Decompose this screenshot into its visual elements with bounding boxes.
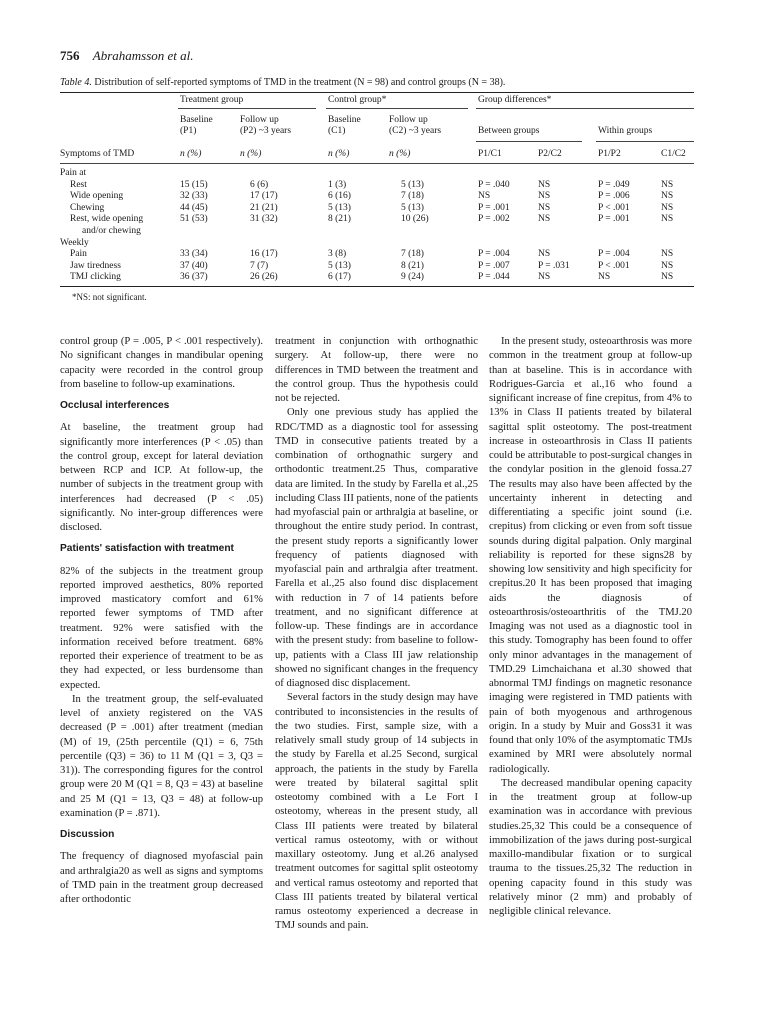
table-cell: NS [538, 191, 551, 202]
paragraph: Several factors in the study design may have contributed to inconsistencies in the results of the two studies. First, sample size, with a relatively small study group of 14 subjects in the study by Farella et al.25 Second, surgical approach, the patients in the study by Farella were treated by bilateral sagittal split osteotomy combined with a Le Fort I osteotomy, whereas in the present study, all Class III patients were treated by bilateral vertical ramus osteotomy, with or without maxillary osteotomy. Jung et al.26 analysed treatment outcomes for sagittal split osteotomy and vertical ramus osteotomy and reported that Class III patients treated by bilateral vertical ramus osteotomy experienced a decrease in TMJ sounds and pain. [275, 692, 478, 932]
table-cell: P < .001 [598, 260, 630, 271]
sub-header-between: Between groups [478, 126, 540, 136]
sub-header-within: Within groups [598, 126, 653, 136]
paragraph: At baseline, the treatment group had significantly more interferences (P < .05) than the control group, except for lateral deviation between RCP and ICP. At follow-up, the number of subjects in the treatment group with interferences had decreased (P < .05) significantly. No inter-group differences were disclosed. [60, 422, 263, 533]
table-cell: NS [538, 214, 551, 225]
table-cell: 32 (33) [180, 191, 208, 202]
table-cell: 16 (17) [250, 249, 278, 260]
row-label: Rest, wide opening [70, 214, 144, 225]
paragraph: The frequency of diagnosed myofascial pain and arthralgia20 as well as signs and symptoms of TMD pain in the treatment group decreased after orthodontic [60, 851, 263, 905]
table-cell: 7 (18) [401, 191, 424, 202]
col-header-p2c2: P2/C2 [538, 149, 562, 159]
table-cell: 9 (24) [401, 272, 424, 283]
rule-between [476, 141, 582, 142]
sub-header-c1: Baseline (C1) [328, 115, 361, 136]
section-heading-occlusal: Occlusal interferences [60, 400, 170, 411]
paragraph: In the present study, osteoarthrosis was more common in the treatment group at follow-up than at baseline. This is in accordance with Rodrigues-Garcia et al.,16 who found a significant increase of fine crepitus, from 4% to 13% in Class II patients treated by bilateral sagittal split osteotomy. The post-treatment increase in osteoarthrosis in Class II patients could be attributable to post-surgical changes in the condylar position in the glenoid fossa.27 The results may also have been affected by the uncertainty inherent in detecting and differentiating a specific joint sound (i.e. crepitus) from clicking or even from soft tissue sounds during digital palpation. Only marginal reliability is reported for these signs28 by showing low sensitivity and high specificity for crepitus.20 It has been proposed that imaging aids the diagnosis of osteoarthrosis/osteoarthritis of the TMJ.20 Imaging was not used as a diagnostic tool in this study. Tomography has been found to offer only minor advantages in the management of TMD.29 Limchaichana et al.30 showed that abnormal TMJ findings on magnetic resonance imaging were registered in TMD patients with pain of both myogenous and arthrogenous origin. In a study by Muir and Goss31 it was found that only 10% of the asymptomatic TMJs examined by MRI were absolutely normal radiologically. [489, 336, 692, 775]
table-cell: P = .049 [598, 179, 630, 190]
paragraph: 82% of the subjects in the treatment group reported improved aesthetics, 80% reported improved masticatory comfort and 61% reported fewer symptoms of TMD after treatment. 92% were satisfied with the information received before treatment. 68% reported their experience of treatment to be as they had expected, or less burdensome than expected. [60, 565, 263, 691]
table-cell: 6 (17) [328, 272, 351, 283]
page-header [60, 48, 194, 64]
table-label: Table 4. [60, 77, 92, 88]
table-cell: 5 (13) [401, 179, 424, 190]
running-authors: Abrahamsson et al. [92, 48, 194, 63]
table-cell: 3 (8) [328, 249, 347, 260]
row-label: Pain at [60, 168, 87, 178]
group-header-control: Control group* [328, 95, 387, 105]
col-header-p1p2: P1/P2 [598, 149, 621, 159]
table-cell: 37 (40) [180, 260, 208, 271]
table-cell: P = .004 [478, 249, 510, 260]
col-header-symptoms: Symptoms of TMD [60, 149, 135, 159]
table-cell: NS [661, 272, 674, 283]
table-cell: 5 (13) [328, 202, 351, 213]
paragraph: control group (P = .005, P < .001 respectively). No significant changes in mandibular opening capacity were recorded in the control group from baseline to follow-up examinations. [60, 336, 263, 390]
table-cell: 17 (17) [250, 191, 278, 202]
table-cell: 1 (3) [328, 179, 347, 190]
table-cell: 21 (21) [250, 202, 278, 213]
group-header-differences: Group differences* [478, 95, 552, 105]
table-cell: 33 (34) [180, 249, 208, 260]
table-cell: NS [598, 272, 611, 283]
table-cell: 8 (21) [401, 260, 424, 271]
row-label: Chewing [70, 202, 105, 213]
table-cell: NS [538, 202, 551, 213]
column-2 [275, 335, 478, 934]
paragraph: Only one previous study has applied the RDC/TMD as a diagnostic tool for assessing TMD in consecutive patients treated by a combination of orthognathic surgery and orthodontic treatment.25 Thus, comparative data are limited. In the study by Farella et al.,25 including Class III patients, none of the patients had myofascial pain or arthralgia at baseline, or throughout the entire study period. In contrast, the present study reports a significantly lower frequency of patients diagnosed with myofascial pain and arthralgia after treatment. Farella et al.,25 also found disc displacement with reduction in 7 of 14 patients before treatment, and no significant difference at follow-up. These findings are in accordance with the present study: from baseline to follow-up, patients with a Class III jaw relationship showed no significant changes in the frequency of diagnosed disc displacement. [275, 407, 479, 689]
paragraph: treatment in conjunction with orthognathic surgery. At follow-up, there were no differences in TMD between the treatment and the control group. Thus the hypothesis could not be rejected. [275, 336, 478, 404]
table-cell: P = .040 [478, 179, 510, 190]
table-cell: P = .001 [478, 202, 510, 213]
table-cell: 44 (45) [180, 202, 208, 213]
sub-header-c2: Follow up (C2) ~3 years [389, 115, 442, 136]
col-header-c1c2: C1/C2 [661, 149, 686, 159]
col-header-p1: n (%) [180, 149, 202, 159]
row-label: Weekly [60, 237, 89, 248]
row-label: Pain [70, 249, 87, 260]
table-cell: P = .044 [478, 272, 510, 283]
table-cell: P = .004 [598, 249, 630, 260]
table-cell: P = .006 [598, 191, 630, 202]
group-header-treatment: Treatment group [180, 95, 244, 105]
table-footnote: *NS: not significant. [72, 292, 147, 302]
row-label: Rest [70, 179, 87, 190]
table-cell: NS [661, 179, 674, 190]
table-cell: 7 (18) [401, 249, 424, 260]
paragraph: The decreased mandibular opening capacity in the treatment group at follow-up examination was in accordance with previous studies.25,32 This could be a consequence of immobilization of the jaws during post-surgical maxillo-mandibular fixation or to surgical trauma to the tissues.25,32 The reduction in opening capacity found in this study was relatively minor (2 mm) and probably of negligible clinical relevance. [489, 777, 692, 917]
rule-control [326, 108, 468, 109]
row-label: and/or chewing [82, 226, 141, 236]
table-bottom-rule [60, 286, 694, 287]
row-label: Jaw tiredness [70, 260, 121, 271]
row-label: Wide opening [70, 191, 124, 202]
table-cell: NS [661, 249, 674, 260]
table-cell: NS [661, 202, 674, 213]
table-cell: 31 (32) [250, 214, 278, 225]
col-header-p2: n (%) [240, 149, 262, 159]
table-caption-text: Distribution of self-reported symptoms of TMD in the treatment (N = 98) and control groups (N = 38). [94, 77, 506, 88]
paragraph: In the treatment group, the self-evaluated level of anxiety registered on the VAS decreased (P = .001) after treatment (median (M) of 19, (25th percentile (Q1) = 6, 75th percentile (Q3) = 36) to 11 M (Q1 = 3, Q3 = 31)). The corresponding figures for the control group were 20 M (Q1 = 8, Q3 = 43) at baseline and 25 M (Q1 = 13, Q3 = 48) at follow-up examination (P = .871). [60, 693, 263, 819]
column-1 [60, 335, 263, 907]
table-cell: 15 (15) [180, 179, 208, 190]
col-header-c2: n (%) [389, 149, 411, 159]
rule-differences [476, 108, 694, 109]
table-cell: 51 (53) [180, 214, 208, 225]
table-cell: 7 (7) [250, 260, 269, 271]
table-cell: NS [661, 260, 674, 271]
table-cell: 10 (26) [401, 214, 429, 225]
table-caption [60, 77, 710, 88]
table-cell: P = .031 [538, 260, 570, 271]
table-cell: NS [538, 272, 551, 283]
table-cell: NS [661, 191, 674, 202]
table-cell: 5 (13) [401, 202, 424, 213]
column-3 [489, 335, 692, 919]
table-header-rule [60, 163, 694, 164]
sub-header-p1: Baseline (P1) [180, 115, 213, 136]
table-cell: P < .001 [598, 202, 630, 213]
rule-treatment [178, 108, 316, 109]
table-cell: NS [538, 179, 551, 190]
table-cell: NS [661, 214, 674, 225]
table-cell: P = .007 [478, 260, 510, 271]
page-number: 756 [60, 48, 80, 63]
table-cell: 8 (21) [328, 214, 351, 225]
table-cell: P = .001 [598, 214, 630, 225]
table-cell: 6 (16) [328, 191, 351, 202]
table-cell: 26 (26) [250, 272, 278, 283]
row-label: TMJ clicking [70, 272, 121, 283]
rule-within [596, 141, 694, 142]
table-cell: 36 (37) [180, 272, 208, 283]
section-heading-satisfaction: Patients' satisfaction with treatment [60, 543, 234, 555]
table-cell: NS [478, 191, 491, 202]
section-heading-discussion: Discussion [60, 829, 115, 840]
table-cell: P = .002 [478, 214, 510, 225]
table-cell: NS [538, 249, 551, 260]
col-header-c1: n (%) [328, 149, 350, 159]
col-header-p1c1: P1/C1 [478, 149, 502, 159]
table-cell: 6 (6) [250, 179, 269, 190]
table-cell: 5 (13) [328, 260, 351, 271]
sub-header-p2: Follow up (P2) ~3 years [240, 115, 292, 136]
table-top-rule [60, 92, 694, 93]
